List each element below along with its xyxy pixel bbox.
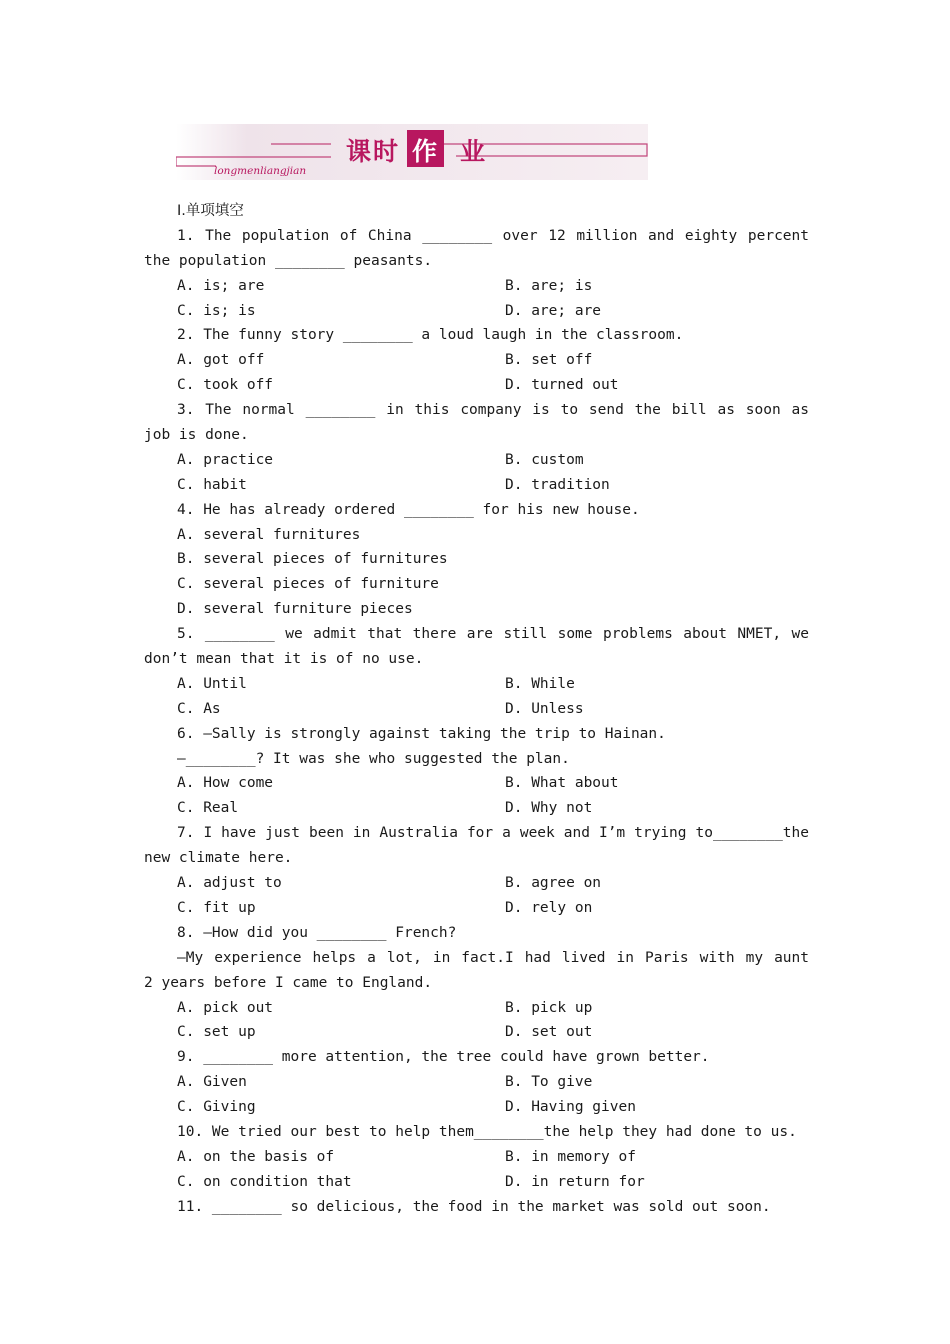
title-char-1: 课 bbox=[346, 137, 372, 166]
option-d: D. set out bbox=[505, 1024, 593, 1041]
question-3-stem-cont: job is done. bbox=[144, 427, 249, 444]
option-row bbox=[144, 1145, 809, 1170]
option-a: A. How come bbox=[177, 775, 274, 792]
question-8-stem-cont: —My experience helps a lot, in fact.I had lived in Paris with my aunt bbox=[177, 949, 809, 966]
option-b: B. To give bbox=[505, 1074, 593, 1091]
option-d: D. rely on bbox=[505, 899, 593, 916]
option-row bbox=[144, 697, 809, 722]
question-7-stem: 7. I have just been in Australia for a week and I’m trying to________the bbox=[177, 825, 809, 842]
option-row bbox=[144, 996, 809, 1021]
option-a: A. pick out bbox=[177, 999, 274, 1016]
question-5-stem: 5. ________ we admit that there are still some problems about NMET, we bbox=[177, 626, 809, 643]
question-10-stem: 10. We tried our best to help them________the help they had done to us. bbox=[177, 1123, 797, 1140]
question-4-stem: 4. He has already ordered ________ for his new house. bbox=[177, 501, 640, 518]
question-7-stem-cont: new climate here. bbox=[144, 850, 293, 867]
option-row bbox=[144, 796, 809, 821]
option-c: C. Giving bbox=[177, 1099, 256, 1116]
option-a: A. got off bbox=[177, 352, 265, 369]
option-b: B. agree on bbox=[505, 875, 602, 892]
option-b: B. several pieces of furnitures bbox=[177, 551, 448, 568]
option-c: C. set up bbox=[177, 1024, 256, 1041]
option-c: C. habit bbox=[177, 476, 247, 493]
option-a: A. Given bbox=[177, 1074, 247, 1091]
question-8-stem-cont: 2 years before I came to England. bbox=[144, 974, 433, 991]
option-b: B. What about bbox=[505, 775, 619, 792]
option-c: C. fit up bbox=[177, 899, 256, 916]
option-c: C. Real bbox=[177, 800, 239, 817]
option-b: B. custom bbox=[505, 451, 584, 468]
option-row bbox=[144, 473, 809, 498]
option-row bbox=[144, 672, 809, 697]
option-d: D. Why not bbox=[505, 800, 593, 817]
option-row bbox=[144, 348, 809, 373]
title-char-2: 时 bbox=[373, 137, 399, 166]
option-a: A. on the basis of bbox=[177, 1148, 335, 1165]
question-5-stem-cont: don’t mean that it is of no use. bbox=[144, 651, 424, 668]
section-heading: Ⅰ.单项填空 bbox=[177, 203, 244, 219]
banner-subtitle: longmenliangjian bbox=[214, 165, 307, 177]
option-row bbox=[144, 274, 809, 299]
option-b: B. are; is bbox=[505, 277, 593, 294]
title-char-4: 业 bbox=[460, 137, 486, 166]
option-d: D. are; are bbox=[505, 302, 602, 319]
option-row bbox=[144, 1095, 809, 1120]
option-c: C. is; is bbox=[177, 302, 256, 319]
question-2-stem: 2. The funny story ________ a loud laugh in the classroom. bbox=[177, 327, 684, 344]
option-b: B. set off bbox=[505, 352, 593, 369]
option-row bbox=[144, 299, 809, 324]
question-6-stem: 6. —Sally is strongly against taking the trip to Hainan. bbox=[177, 725, 666, 742]
option-row bbox=[144, 771, 809, 796]
option-row bbox=[144, 871, 809, 896]
exercise-body bbox=[144, 199, 809, 1220]
question-3-stem: 3. The normal ________ in this company is to send the bill as soon as bbox=[177, 402, 809, 419]
option-c: C. As bbox=[177, 700, 221, 717]
question-11-stem: 11. ________ so delicious, the food in the market was sold out soon. bbox=[177, 1198, 771, 1215]
title-char-3: 作 bbox=[412, 137, 438, 166]
option-d: D. in return for bbox=[505, 1173, 645, 1190]
option-d: D. Having given bbox=[505, 1099, 636, 1116]
option-d: D. tradition bbox=[505, 476, 610, 493]
option-c: C. took off bbox=[177, 377, 274, 394]
option-d: D. turned out bbox=[505, 377, 619, 394]
option-row bbox=[144, 896, 809, 921]
question-8-stem: 8. —How did you ________ French? bbox=[177, 924, 457, 941]
question-1-stem: 1. The population of China ________ over 12 million and eighty percent bbox=[177, 227, 809, 244]
option-d: D. several furniture pieces bbox=[177, 601, 413, 618]
option-a: A. Until bbox=[177, 675, 247, 692]
option-a: A. several furnitures bbox=[177, 526, 361, 543]
header-banner bbox=[176, 124, 648, 180]
option-c: C. several pieces of furniture bbox=[177, 576, 439, 593]
option-a: A. adjust to bbox=[177, 875, 282, 892]
option-b: B. pick up bbox=[505, 999, 593, 1016]
question-6-stem-cont: —________? It was she who suggested the plan. bbox=[177, 750, 570, 767]
option-a: A. is; are bbox=[177, 277, 265, 294]
option-row bbox=[144, 373, 809, 398]
option-row bbox=[144, 1070, 809, 1095]
option-c: C. on condition that bbox=[177, 1173, 352, 1190]
option-b: B. in memory of bbox=[505, 1148, 636, 1165]
question-1-stem-cont: the population ________ peasants. bbox=[144, 252, 433, 269]
option-row bbox=[144, 1020, 809, 1045]
option-a: A. practice bbox=[177, 451, 274, 468]
option-d: D. Unless bbox=[505, 700, 584, 717]
option-b: B. While bbox=[505, 675, 575, 692]
question-9-stem: 9. ________ more attention, the tree could have grown better. bbox=[177, 1049, 710, 1066]
option-row bbox=[144, 448, 809, 473]
option-row bbox=[144, 1170, 809, 1195]
